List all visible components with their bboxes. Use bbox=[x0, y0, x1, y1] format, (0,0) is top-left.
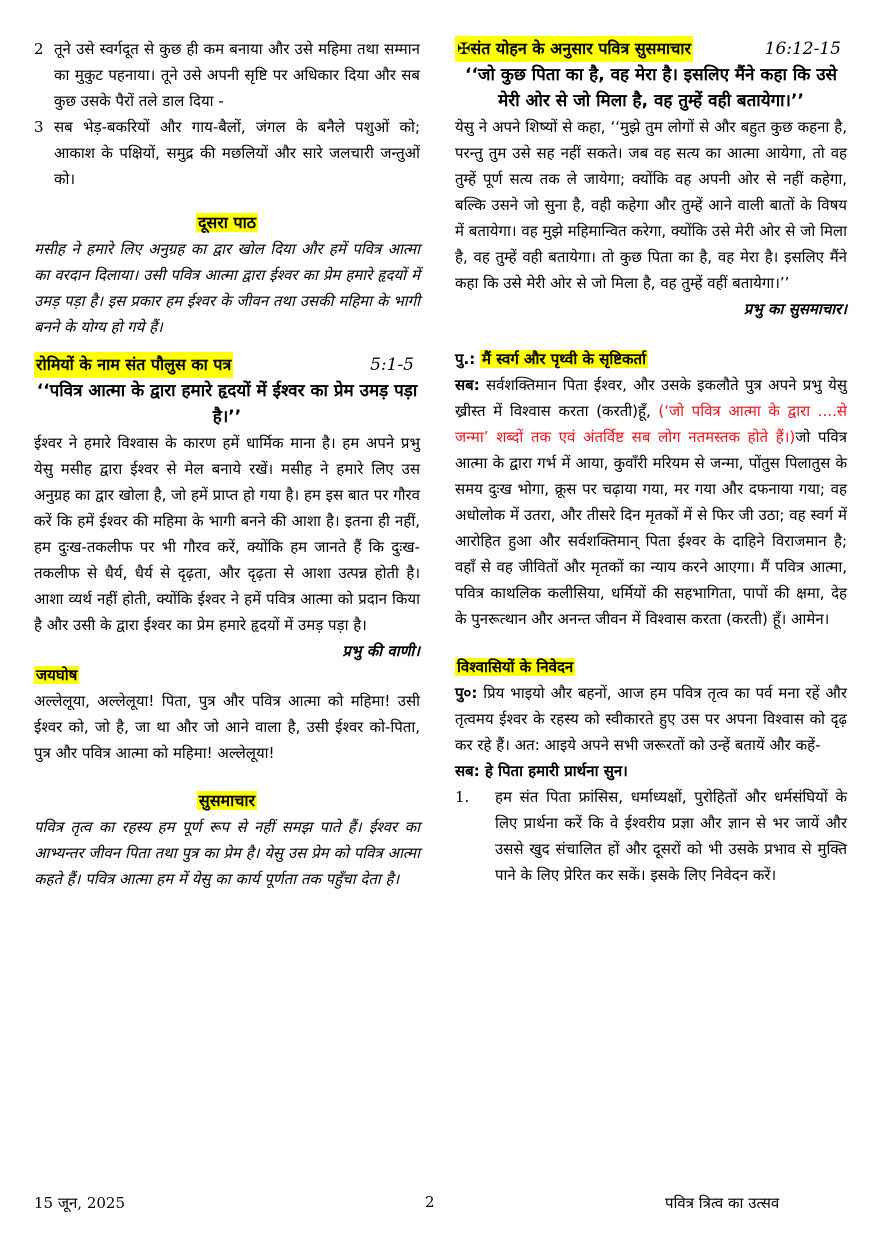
gospel-body: येसु ने अपने शिष्यों से कहा, ‘‘मुझे तुम लोगों से और बहुत कुछ कहना है, परन्तु तुम उसे सह नहीं सकते। जब वह सत्य का आत्मा आयेगा, तो वह तुम्हें पूर्ण सत्य तक ले जायेगा; क्योंकि वह अपनी ओर से नहीं कहेगा, बल्कि उसने जो सुना है, वही कहेगा और तुम्हें आने वाली बातों के विषय में बतायेगा। वह मुझे महिमान्वित करेगा, क्योंकि उसे मेरी ओर से जो मिला है, वह तुम्हें वही बतायेगा। तो कुछ पिता का है, वह मेरा है। इसलिए मैंने कहा कि उसे मेरी ओर से जो मिला है, वह तुम्हें वहीं बतायेगा।’’ प्रभु का सुसमाचार। bbox=[455, 114, 847, 296]
prayers-intro: पु०: प्रिय भाइयो और बहनों, आज हम पवित्र तृत्व का पर्व मना रहें और तृत्वमय ईश्वर के रहस्य को स्वीकारते हुए उस पर अपना विश्वास को दृढ़ कर रहे हैं। अत: आइये अपने सभी जरूरतों को उन्हें बतायें और कहें- bbox=[455, 684, 847, 754]
gospel-summary-text: पवित्र तृत्व का रहस्य हम पूर्ण रूप से नहीं समझ पाते हैं। ईश्वर का आभ्यन्तर जीवन पिता तथा पुत्र का प्रेम है। येसु उस प्रेम को पवित्र आत्मा कहते हैं। पवित्र आत्मा हम में येसु का कार्य पूर्णता तक पहुँचा देता है। bbox=[34, 818, 420, 888]
prayer-text: हम संत पिता फ्रांसिस, धर्माध्यक्षों, पुरोहितों और धर्मसंघियों के लिए प्रार्थना करें कि वे ईश्वरीय प्रज्ञा और ज्ञान से भर जायें और उससे खुद संचालित हों और दूसरों को भी उसके प्रभाव से मुक्ति पाने के लिए प्रेरित कर सकें। इसके लिए निवेदन करें। bbox=[495, 788, 847, 884]
romans-reference: 5:1-5 bbox=[370, 355, 414, 375]
gospel-quote: ‘‘जो कुछ पिता का है, वह मेरा है। इसलिए मैंने कहा कि उसे मेरी ओर से जो मिला है, वह तुम्हें वही बतायेगा।’’ bbox=[464, 65, 838, 111]
romans-quote: ‘‘पवित्र आत्मा के द्वारा हमारे हृदयों में ईश्वर का प्रेम उमड़ पड़ा है।’’ bbox=[36, 381, 418, 427]
verse-text: सब भेड़-बकरियों और गाय-बैलों, जंगल के बनैले पशुओं को; आकाश के पक्षियों, समुद्र की मछलियों और सारे जलचारी जन्तुओं को। bbox=[54, 118, 420, 188]
prayer-number: 1. bbox=[455, 788, 470, 806]
gospel-title: ✠संत योहन के अनुसार पवित्र सुसमाचार bbox=[455, 36, 693, 62]
psalm-verse bbox=[34, 114, 420, 192]
right-column bbox=[455, 36, 847, 888]
footer-date: 15 जून, 2025 bbox=[34, 1194, 126, 1212]
second-reading-summary: मसीह ने हमारे लिए अनुग्रह का द्वार खोल दिया और हमें पवित्र आत्मा का वरदान दिलाया। उसी पवित्र आत्मा द्वारा ईश्वर का प्रेम हमारे हृदयों में उमड़ पड़ा है। इस प्रकार हम ईश्वर के जीवन तथा उसकी महिमा के भागी बनने के योग्य हो गये हैं। bbox=[34, 240, 420, 336]
creed-all-label: सब: bbox=[455, 376, 480, 394]
left-column bbox=[34, 36, 420, 892]
psalm-verse bbox=[34, 36, 420, 114]
psalm-verses bbox=[34, 36, 420, 192]
gospel-closing: प्रभु का सुसमाचार। bbox=[743, 300, 847, 318]
romans-header bbox=[34, 352, 420, 378]
verse-text: तूने उसे स्वर्गदूत से कुछ ही कम बनाया और उसे महिमा तथा सम्मान का मुकुट पहनाया। तूने उसे अपनी सृष्टि पर अधिकार दिया और सब कुछ उसके पैरों तले डाल दिया - bbox=[54, 40, 420, 110]
prayer-item bbox=[455, 784, 847, 888]
creed-leader-label: पु.: bbox=[455, 350, 476, 368]
verse-number: 3 bbox=[34, 118, 44, 136]
romans-title: रोमियों के नाम संत पौलुस का पत्र bbox=[34, 352, 233, 378]
creed-heading: पु.: मैं स्वर्ग और पृथ्वी के सृष्टिकर्ता bbox=[455, 350, 646, 368]
creed-text: सब: सर्वशक्तिमान पिता ईश्वर, और उसके इकलौते पुत्र अपने प्रभु येसु ख्रीस्त में विश्वास करता (करती)हूँ, (‘जो पवित्र आत्मा के द्वारा ....से जन्मा’ शब्दों तक एवं अंतर्विष्ट सब लोग नतमस्तक होते हैं।)जो पवित्र आत्मा के द्वारा गर्भ में आया, कुवाँरी मरियम से जन्मा, पोंतुस पिलातुस के समय दुःख भोगा, क्रूस पर चढ़ाया गया, मर गया और दफनाया गया; वह अधोलोक में उतरा, और तीसरे दिन मृतकों में से फिर जी उठा; वह स्वर्ग में आरोहित हुआ और सर्वशक्तिमान् पिता ईश्वर के दाहिने विराजमान है; वहाँ से वह जीवितों और मृतकों का न्याय करने आएगा। मैं पवित्र आत्मा, पवित्र काथलिक कलीसिया, धर्मियों की सहभागिता, पापों की क्षमा, देह के पुनरूत्थान और अनन्त जीवन में विश्वास करता (करती) हूँ। आमेन। bbox=[455, 376, 848, 628]
prayer-items bbox=[455, 784, 847, 888]
creed-rubric: (‘जो पवित्र आत्मा के द्वारा ....से जन्मा’ शब्दों तक एवं अंतर्विष्ट सब लोग नतमस्तक होते हैं।) bbox=[455, 402, 847, 446]
verse-number: 2 bbox=[34, 40, 44, 58]
acclamation-text: अल्लेलूया, अल्लेलूया! पिता, पुत्र और पवित्र आत्मा को महिमा! उसी ईश्वर को, जो है, जा था और जो आने वाला है, उसी ईश्वर को-पिता, पुत्र और पवित्र आत्मा को महिमा! अल्लेलूया! bbox=[34, 692, 420, 762]
prayers-heading: विश्वासियों के निवेदन bbox=[457, 658, 574, 676]
prayers-response: सब: हे पिता हमारी प्रार्थना सुन। bbox=[455, 762, 628, 780]
footer-feast-title: पवित्र त्रित्व का उत्सव bbox=[665, 1194, 780, 1212]
acclamation-heading: जयघोष bbox=[36, 666, 78, 684]
gospel-header bbox=[455, 36, 847, 62]
gospel-reference: 16:12-15 bbox=[764, 39, 841, 59]
prayers-leader-label: पु०: bbox=[455, 684, 478, 702]
maltese-cross-icon: ✠ bbox=[457, 39, 471, 58]
romans-body: ईश्वर ने हमारे विश्वास के कारण हमें धार्मिक माना है। हम अपने प्रभु येसु मसीह द्वारा ईश्वर से मेल बनाये रखें। मसीह ने हमारे लिए उस अनुग्रह का द्वार खोला है, जो हमें प्राप्त हो गया है। हम इस बात पर गौरव करें कि हमें ईश्वर की महिमा के भागी बनने की आशा है। इतना ही नहीं, हम दुःख-तकलीफ पर भी गौरव करें, क्योंकि हम जानते हैं कि दुःख-तकलीफ से धैर्य, धैर्य से दृढ़ता, और दृढ़ता से आशा उत्पन्न होती है। आशा व्यर्थ नहीं होती, क्योंकि ईश्वर ने हमें पवित्र आत्मा को प्रदान किया है और उसी के द्वारा ईश्वर का प्रेम हमारे हृदयों में उमड़ पड़ा है। प्रभु की वाणी। bbox=[34, 430, 420, 638]
second-reading-heading: दूसरा पाठ bbox=[197, 213, 257, 232]
romans-closing: प्रभु की वाणी। bbox=[342, 642, 420, 660]
page-number: 2 bbox=[425, 1193, 435, 1211]
gospel-summary-heading: सुसमाचार bbox=[198, 791, 256, 810]
